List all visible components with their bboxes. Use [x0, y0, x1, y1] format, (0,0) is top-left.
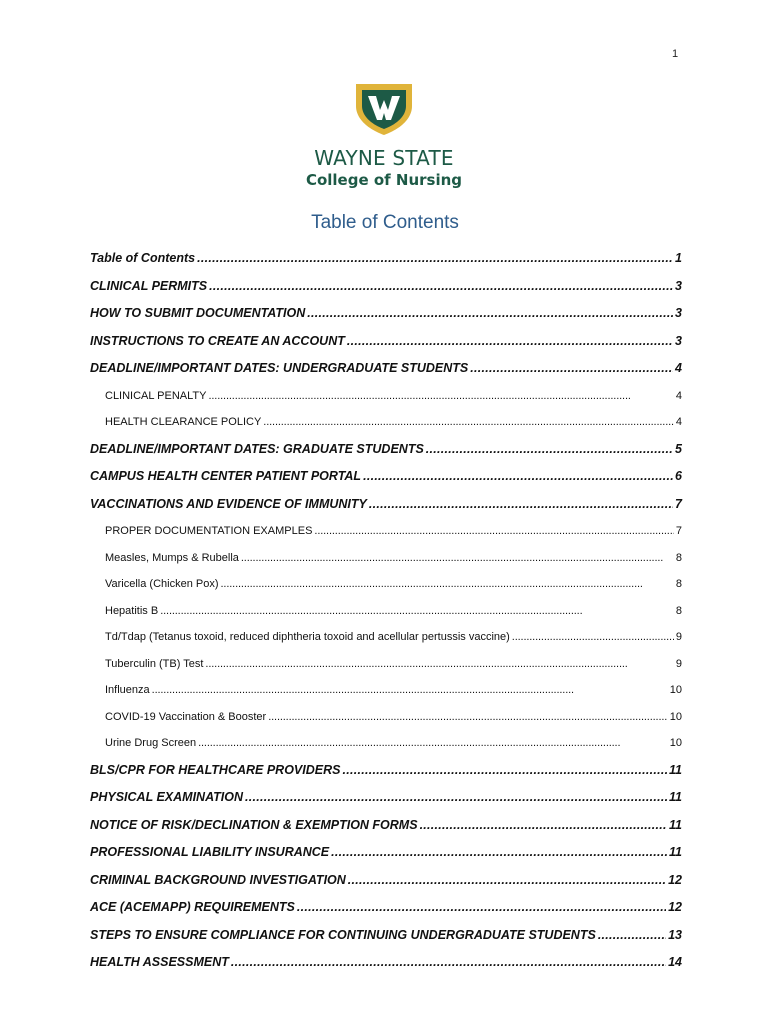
- toc-entry-label: STEPS TO ENSURE COMPLIANCE FOR CONTINUING UNDERGRADUATE STUDENTS: [90, 927, 596, 942]
- toc-dot-leader: [512, 624, 674, 651]
- toc-entry[interactable]: [90, 598, 682, 625]
- toc-entry-page: 3: [675, 306, 682, 320]
- toc-entry[interactable]: [90, 812, 682, 840]
- toc-dot-leader: [268, 704, 668, 731]
- toc-entry-label: Table of Contents: [90, 251, 196, 265]
- toc-entry-page: 10: [669, 684, 682, 696]
- toc-entry-page: 9: [675, 657, 682, 670]
- toc-entry-label: Td/Tdap (Tetanus toxoid, reduced diphtheria toxoid and acellular pertussis vaccine): [105, 631, 510, 643]
- toc-entry-label: PROFESSIONAL LIABILITY INSURANCE: [90, 845, 330, 859]
- toc-entry[interactable]: [90, 922, 682, 950]
- toc-entry-label: Tuberculin (TB) Test: [105, 657, 204, 670]
- toc-entry-page: 3: [675, 333, 682, 348]
- wordmark-line1: WAYNE STATE: [314, 146, 454, 170]
- toc-entry-label: INSTRUCTIONS TO CREATE AN ACCOUNT: [90, 333, 345, 348]
- toc-entry[interactable]: [90, 784, 682, 812]
- toc-entry-label: Hepatitis B: [105, 604, 159, 617]
- toc-entry-label: CAMPUS HEALTH CENTER PATIENT PORTAL: [90, 469, 362, 483]
- toc-entry[interactable]: [90, 704, 682, 731]
- toc-entry-label: COVID-19 Vaccination & Booster: [105, 710, 267, 723]
- toc-entry[interactable]: [90, 839, 682, 867]
- toc-entry-page: 12: [668, 872, 682, 887]
- toc-dot-leader: [314, 518, 673, 545]
- toc-entry-page: 8: [675, 551, 682, 564]
- toc-title: Table of Contents: [311, 212, 459, 233]
- toc-entry-label: CLINICAL PERMITS: [90, 278, 208, 293]
- toc-entry[interactable]: [90, 651, 682, 678]
- toc-entry-label: Urine Drug Screen: [105, 737, 197, 749]
- toc-entry-label: Measles, Mumps & Rubella: [105, 551, 239, 564]
- toc-dot-leader: [263, 409, 674, 436]
- toc-dot-leader: [347, 328, 673, 356]
- toc-entry-page: 11: [669, 817, 682, 832]
- toc-dot-leader: [209, 273, 673, 301]
- toc-entry[interactable]: [90, 300, 682, 328]
- toc-entry-page: 4: [675, 416, 682, 428]
- toc-entry[interactable]: [90, 245, 682, 273]
- toc-entry[interactable]: [90, 677, 682, 704]
- toc-entry[interactable]: [90, 867, 682, 895]
- toc-entry-page: 8: [675, 578, 682, 590]
- wordmark-line2: College of Nursing: [305, 171, 463, 189]
- toc-entry-page: 4: [675, 389, 682, 402]
- toc-entry-page: 6: [675, 469, 682, 483]
- toc-entry-page: 4: [675, 361, 682, 375]
- toc-entry-label: VACCINATIONS AND EVIDENCE OF IMMUNITY: [90, 496, 367, 511]
- toc-entry-label: BLS/CPR FOR HEALTHCARE PROVIDERS: [90, 762, 341, 777]
- toc-dot-leader: [241, 545, 674, 572]
- toc-entry-label: ACE (ACEMAPP) REQUIREMENTS: [90, 900, 295, 914]
- toc-entry-label: HEALTH ASSESSMENT: [90, 955, 229, 969]
- toc-entry-page: 11: [669, 790, 682, 804]
- toc-dot-leader: [160, 598, 674, 625]
- toc-dot-leader: [369, 491, 673, 519]
- toc-entry-label: Influenza: [105, 684, 150, 696]
- toc-entry-page: 1: [675, 251, 682, 265]
- toc-entry[interactable]: [90, 436, 682, 464]
- toc-entry-page: 10: [669, 710, 682, 723]
- toc-dot-leader: [598, 922, 666, 950]
- toc-entry[interactable]: [90, 463, 682, 491]
- toc-dot-leader: [205, 651, 673, 678]
- toc-entry-page: 7: [675, 525, 682, 537]
- toc-dot-leader: [363, 463, 673, 491]
- toc-entry[interactable]: [90, 491, 682, 519]
- wayne-state-shield-logo: [354, 80, 414, 136]
- toc-entry-label: DEADLINE/IMPORTANT DATES: GRADUATE STUDENTS: [90, 441, 424, 456]
- toc-entry-label: Varicella (Chicken Pox): [105, 578, 219, 590]
- toc-entry-label: PHYSICAL EXAMINATION: [90, 790, 244, 804]
- toc-dot-leader: [426, 436, 673, 464]
- toc-dot-leader: [470, 355, 673, 383]
- toc-entry-page: 14: [668, 955, 682, 969]
- toc-entry-label: NOTICE OF RISK/DECLINATION & EXEMPTION FORMS: [90, 817, 418, 832]
- toc-entry-page: 11: [669, 845, 682, 859]
- toc-entry-page: 9: [675, 631, 682, 643]
- toc-entry-label: PROPER DOCUMENTATION EXAMPLES: [105, 525, 313, 537]
- toc-dot-leader: [231, 949, 666, 977]
- toc-entry-label: DEADLINE/IMPORTANT DATES: UNDERGRADUATE STUDENTS: [90, 361, 469, 375]
- toc-entry[interactable]: [90, 571, 682, 598]
- toc-entry[interactable]: [90, 894, 682, 922]
- toc-entry[interactable]: [90, 518, 682, 545]
- toc-entry[interactable]: [90, 624, 682, 651]
- toc-entry-page: 5: [675, 441, 682, 456]
- toc-dot-leader: [197, 245, 673, 273]
- toc-entry[interactable]: [90, 409, 682, 436]
- toc-dot-leader: [331, 839, 667, 867]
- toc-entry-page: 10: [669, 737, 682, 749]
- toc-entry-page: 11: [669, 762, 682, 777]
- toc-dot-leader: [297, 894, 666, 922]
- toc-dot-leader: [245, 784, 667, 812]
- toc-entry-label: HEALTH CLEARANCE POLICY: [105, 416, 262, 428]
- toc-dot-leader: [198, 730, 668, 757]
- toc-entry-label: CLINICAL PENALTY: [105, 389, 207, 402]
- toc-dot-leader: [152, 677, 668, 704]
- toc-dot-leader: [348, 867, 666, 895]
- table-of-contents: [90, 245, 682, 977]
- toc-entry-page: 3: [675, 278, 682, 293]
- toc-dot-leader: [208, 383, 673, 410]
- toc-entry-label: CRIMINAL BACKGROUND INVESTIGATION: [90, 872, 346, 887]
- toc-entry[interactable]: [90, 730, 682, 757]
- toc-entry-page: 13: [668, 927, 682, 942]
- toc-entry[interactable]: [90, 949, 682, 977]
- toc-entry[interactable]: [90, 757, 682, 785]
- toc-dot-leader: [342, 757, 667, 785]
- toc-entry[interactable]: [90, 273, 682, 301]
- toc-entry[interactable]: [90, 545, 682, 572]
- toc-entry-page: 7: [675, 496, 682, 511]
- toc-dot-leader: [221, 571, 674, 598]
- toc-entry-page: 8: [675, 604, 682, 617]
- page-number: 1: [672, 48, 679, 60]
- toc-entry[interactable]: [90, 383, 682, 410]
- toc-entry[interactable]: [90, 355, 682, 383]
- toc-dot-leader: [420, 812, 667, 840]
- toc-entry[interactable]: [90, 328, 682, 356]
- college-wordmark: [298, 146, 470, 190]
- toc-dot-leader: [307, 300, 673, 328]
- toc-entry-page: 12: [668, 900, 682, 914]
- toc-entry-label: HOW TO SUBMIT DOCUMENTATION: [90, 306, 306, 320]
